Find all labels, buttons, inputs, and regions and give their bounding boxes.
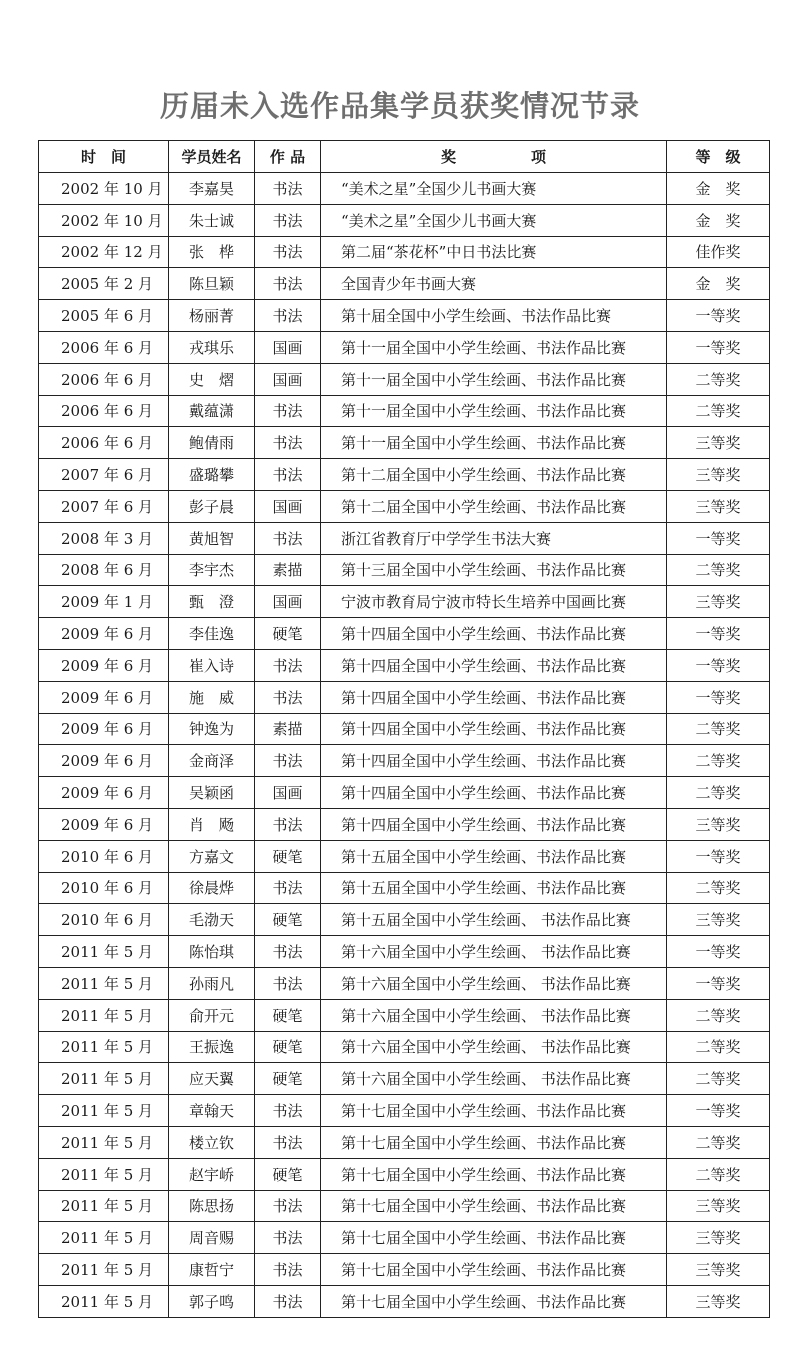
cell-date: 2009 年 6 月	[39, 713, 169, 745]
table-row	[39, 586, 770, 618]
cell-student-name: 徐晨烨	[169, 872, 255, 904]
cell-student-name: 陈旦颖	[169, 268, 255, 300]
cell-date: 2011 年 5 月	[39, 936, 169, 968]
cell-date: 2011 年 5 月	[39, 1158, 169, 1190]
cell-award: “美术之星”全国少儿书画大赛	[321, 173, 667, 205]
cell-date: 2009 年 6 月	[39, 618, 169, 650]
cell-level: 二等奖	[667, 999, 770, 1031]
table-row	[39, 904, 770, 936]
cell-work-type: 书法	[255, 395, 321, 427]
cell-student-name: 张 桦	[169, 236, 255, 268]
cell-award: 第十二届全国中小学生绘画、书法作品比赛	[321, 490, 667, 522]
cell-date: 2011 年 5 月	[39, 1190, 169, 1222]
cell-date: 2006 年 6 月	[39, 395, 169, 427]
cell-level: 一等奖	[667, 967, 770, 999]
cell-work-type: 书法	[255, 1254, 321, 1286]
cell-level: 二等奖	[667, 872, 770, 904]
table-row	[39, 745, 770, 777]
cell-date: 2006 年 6 月	[39, 363, 169, 395]
cell-award: 第十四届全国中小学生绘画、书法作品比赛	[321, 713, 667, 745]
cell-date: 2009 年 6 月	[39, 649, 169, 681]
table-body	[39, 173, 770, 1318]
cell-award: 第十四届全国中小学生绘画、书法作品比赛	[321, 681, 667, 713]
cell-student-name: 肖 飏	[169, 808, 255, 840]
cell-date: 2011 年 5 月	[39, 1095, 169, 1127]
cell-work-type: 书法	[255, 204, 321, 236]
cell-work-type: 国画	[255, 331, 321, 363]
cell-work-type: 书法	[255, 236, 321, 268]
cell-date: 2010 年 6 月	[39, 872, 169, 904]
cell-date: 2008 年 3 月	[39, 522, 169, 554]
cell-level: 一等奖	[667, 331, 770, 363]
cell-level: 三等奖	[667, 1254, 770, 1286]
cell-award: “美术之星”全国少儿书画大赛	[321, 204, 667, 236]
header-award: 奖 项	[321, 141, 667, 173]
cell-award: 第十五届全国中小学生绘画、书法作品比赛	[321, 872, 667, 904]
table-row	[39, 999, 770, 1031]
table-row	[39, 840, 770, 872]
table-row	[39, 1063, 770, 1095]
table-row	[39, 967, 770, 999]
cell-work-type: 素描	[255, 554, 321, 586]
cell-student-name: 毛渤天	[169, 904, 255, 936]
cell-level: 二等奖	[667, 554, 770, 586]
cell-level: 三等奖	[667, 1285, 770, 1317]
cell-award: 第十六届全国中小学生绘画、 书法作品比赛	[321, 1031, 667, 1063]
cell-work-type: 书法	[255, 1222, 321, 1254]
cell-level: 三等奖	[667, 1190, 770, 1222]
cell-date: 2007 年 6 月	[39, 459, 169, 491]
cell-work-type: 硬笔	[255, 618, 321, 650]
cell-date: 2011 年 5 月	[39, 1031, 169, 1063]
cell-work-type: 国画	[255, 490, 321, 522]
cell-award: 第十四届全国中小学生绘画、书法作品比赛	[321, 808, 667, 840]
cell-award: 第二届“茶花杯”中日书法比赛	[321, 236, 667, 268]
cell-student-name: 黄旭智	[169, 522, 255, 554]
cell-date: 2002 年 12 月	[39, 236, 169, 268]
cell-work-type: 硬笔	[255, 840, 321, 872]
table-row	[39, 936, 770, 968]
table-row	[39, 1222, 770, 1254]
cell-level: 一等奖	[667, 681, 770, 713]
cell-award: 第十四届全国中小学生绘画、书法作品比赛	[321, 618, 667, 650]
cell-student-name: 陈思扬	[169, 1190, 255, 1222]
cell-student-name: 陈怡琪	[169, 936, 255, 968]
cell-date: 2011 年 5 月	[39, 1285, 169, 1317]
cell-date: 2011 年 5 月	[39, 1254, 169, 1286]
cell-student-name: 甄 澄	[169, 586, 255, 618]
cell-date: 2011 年 5 月	[39, 967, 169, 999]
cell-student-name: 方嘉文	[169, 840, 255, 872]
table-row	[39, 427, 770, 459]
cell-student-name: 楼立钦	[169, 1126, 255, 1158]
cell-date: 2011 年 5 月	[39, 1126, 169, 1158]
cell-award: 第十六届全国中小学生绘画、 书法作品比赛	[321, 1063, 667, 1095]
cell-award: 第十七届全国中小学生绘画、书法作品比赛	[321, 1190, 667, 1222]
cell-work-type: 书法	[255, 459, 321, 491]
cell-level: 一等奖	[667, 649, 770, 681]
cell-work-type: 素描	[255, 713, 321, 745]
table-row	[39, 872, 770, 904]
cell-work-type: 书法	[255, 173, 321, 205]
cell-level: 金 奖	[667, 173, 770, 205]
table-row	[39, 490, 770, 522]
cell-date: 2006 年 6 月	[39, 331, 169, 363]
cell-level: 三等奖	[667, 1222, 770, 1254]
cell-work-type: 书法	[255, 300, 321, 332]
cell-award: 第十六届全国中小学生绘画、 书法作品比赛	[321, 936, 667, 968]
header-row	[39, 141, 770, 173]
table-row	[39, 522, 770, 554]
cell-work-type: 硬笔	[255, 1158, 321, 1190]
cell-date: 2002 年 10 月	[39, 204, 169, 236]
cell-award: 第十一届全国中小学生绘画、书法作品比赛	[321, 427, 667, 459]
cell-level: 二等奖	[667, 745, 770, 777]
table-row	[39, 618, 770, 650]
table-row	[39, 1126, 770, 1158]
table-row	[39, 204, 770, 236]
cell-level: 一等奖	[667, 936, 770, 968]
cell-student-name: 李宇杰	[169, 554, 255, 586]
cell-work-type: 书法	[255, 745, 321, 777]
table-row	[39, 459, 770, 491]
cell-level: 二等奖	[667, 395, 770, 427]
cell-work-type: 硬笔	[255, 1063, 321, 1095]
cell-date: 2009 年 6 月	[39, 777, 169, 809]
cell-award: 第十七届全国中小学生绘画、书法作品比赛	[321, 1095, 667, 1127]
cell-student-name: 朱士诚	[169, 204, 255, 236]
cell-level: 一等奖	[667, 1095, 770, 1127]
cell-award: 第十七届全国中小学生绘画、书法作品比赛	[321, 1254, 667, 1286]
cell-level: 一等奖	[667, 300, 770, 332]
table-row	[39, 268, 770, 300]
table-row	[39, 300, 770, 332]
cell-student-name: 彭子晨	[169, 490, 255, 522]
cell-level: 二等奖	[667, 777, 770, 809]
cell-student-name: 康哲宁	[169, 1254, 255, 1286]
table-row	[39, 173, 770, 205]
cell-level: 二等奖	[667, 713, 770, 745]
cell-work-type: 书法	[255, 1126, 321, 1158]
cell-level: 二等奖	[667, 1126, 770, 1158]
cell-award: 第十三届全国中小学生绘画、书法作品比赛	[321, 554, 667, 586]
cell-student-name: 孙雨凡	[169, 967, 255, 999]
cell-date: 2011 年 5 月	[39, 1222, 169, 1254]
cell-work-type: 书法	[255, 1095, 321, 1127]
cell-level: 三等奖	[667, 904, 770, 936]
cell-student-name: 李佳逸	[169, 618, 255, 650]
cell-work-type: 书法	[255, 936, 321, 968]
cell-date: 2010 年 6 月	[39, 840, 169, 872]
cell-award: 第十届全国中小学生绘画、书法作品比赛	[321, 300, 667, 332]
cell-award: 第十一届全国中小学生绘画、书法作品比赛	[321, 363, 667, 395]
table-row	[39, 681, 770, 713]
table-row	[39, 1031, 770, 1063]
cell-date: 2009 年 6 月	[39, 681, 169, 713]
cell-student-name: 金商泽	[169, 745, 255, 777]
table-row	[39, 777, 770, 809]
cell-date: 2005 年 6 月	[39, 300, 169, 332]
cell-award: 第十一届全国中小学生绘画、书法作品比赛	[321, 331, 667, 363]
cell-student-name: 赵宇峤	[169, 1158, 255, 1190]
header-date: 时 间	[39, 141, 169, 173]
cell-date: 2011 年 5 月	[39, 1063, 169, 1095]
cell-award: 宁波市教育局宁波市特长生培养中国画比赛	[321, 586, 667, 618]
cell-date: 2002 年 10 月	[39, 173, 169, 205]
cell-award: 第十七届全国中小学生绘画、书法作品比赛	[321, 1222, 667, 1254]
cell-student-name: 李嘉昊	[169, 173, 255, 205]
header-work: 作 品	[255, 141, 321, 173]
cell-date: 2010 年 6 月	[39, 904, 169, 936]
cell-work-type: 书法	[255, 967, 321, 999]
cell-level: 金 奖	[667, 204, 770, 236]
cell-work-type: 硬笔	[255, 1031, 321, 1063]
cell-award: 第十四届全国中小学生绘画、书法作品比赛	[321, 649, 667, 681]
table-row	[39, 1254, 770, 1286]
cell-student-name: 戎琪乐	[169, 331, 255, 363]
cell-level: 二等奖	[667, 363, 770, 395]
cell-level: 三等奖	[667, 459, 770, 491]
cell-student-name: 杨丽菁	[169, 300, 255, 332]
table-header	[39, 141, 770, 173]
header-level: 等 级	[667, 141, 770, 173]
cell-date: 2009 年 6 月	[39, 808, 169, 840]
cell-work-type: 书法	[255, 268, 321, 300]
cell-level: 一等奖	[667, 522, 770, 554]
cell-date: 2011 年 5 月	[39, 999, 169, 1031]
cell-work-type: 硬笔	[255, 904, 321, 936]
cell-award: 全国青少年书画大赛	[321, 268, 667, 300]
cell-award: 第十一届全国中小学生绘画、书法作品比赛	[321, 395, 667, 427]
cell-work-type: 书法	[255, 427, 321, 459]
cell-level: 二等奖	[667, 1031, 770, 1063]
table-row	[39, 808, 770, 840]
cell-date: 2009 年 1 月	[39, 586, 169, 618]
cell-work-type: 书法	[255, 808, 321, 840]
awards-table	[38, 140, 770, 1318]
cell-student-name: 鲍倩雨	[169, 427, 255, 459]
cell-level: 三等奖	[667, 427, 770, 459]
cell-award: 第十二届全国中小学生绘画、书法作品比赛	[321, 459, 667, 491]
cell-level: 三等奖	[667, 808, 770, 840]
cell-date: 2008 年 6 月	[39, 554, 169, 586]
cell-date: 2005 年 2 月	[39, 268, 169, 300]
table-row	[39, 1095, 770, 1127]
cell-work-type: 国画	[255, 363, 321, 395]
page-title: 历届未入选作品集学员获奖情况节录	[159, 89, 640, 123]
table-row	[39, 554, 770, 586]
cell-date: 2009 年 6 月	[39, 745, 169, 777]
cell-student-name: 章翰天	[169, 1095, 255, 1127]
cell-student-name: 施 威	[169, 681, 255, 713]
cell-level: 三等奖	[667, 586, 770, 618]
table-row	[39, 1190, 770, 1222]
cell-award: 第十四届全国中小学生绘画、书法作品比赛	[321, 745, 667, 777]
cell-award: 第十七届全国中小学生绘画、书法作品比赛	[321, 1126, 667, 1158]
cell-work-type: 硬笔	[255, 999, 321, 1031]
cell-level: 金 奖	[667, 268, 770, 300]
table-row	[39, 1285, 770, 1317]
cell-work-type: 国画	[255, 777, 321, 809]
cell-award: 第十四届全国中小学生绘画、书法作品比赛	[321, 777, 667, 809]
cell-work-type: 书法	[255, 1190, 321, 1222]
cell-date: 2007 年 6 月	[39, 490, 169, 522]
cell-award: 第十五届全国中小学生绘画、书法作品比赛	[321, 840, 667, 872]
cell-level: 二等奖	[667, 1158, 770, 1190]
cell-award: 第十六届全国中小学生绘画、 书法作品比赛	[321, 999, 667, 1031]
cell-student-name: 盛璐攀	[169, 459, 255, 491]
cell-student-name: 郭子鸣	[169, 1285, 255, 1317]
cell-student-name: 吴颖函	[169, 777, 255, 809]
table-row	[39, 649, 770, 681]
cell-work-type: 书法	[255, 681, 321, 713]
cell-award: 第十六届全国中小学生绘画、 书法作品比赛	[321, 967, 667, 999]
table-row	[39, 363, 770, 395]
cell-work-type: 书法	[255, 1285, 321, 1317]
cell-work-type: 书法	[255, 872, 321, 904]
cell-level: 佳作奖	[667, 236, 770, 268]
cell-award: 第十七届全国中小学生绘画、书法作品比赛	[321, 1285, 667, 1317]
cell-work-type: 书法	[255, 649, 321, 681]
cell-student-name: 戴蕴潇	[169, 395, 255, 427]
table-row	[39, 331, 770, 363]
cell-award: 浙江省教育厅中学学生书法大赛	[321, 522, 667, 554]
table-row	[39, 395, 770, 427]
cell-work-type: 书法	[255, 522, 321, 554]
cell-level: 三等奖	[667, 490, 770, 522]
table-row	[39, 236, 770, 268]
cell-student-name: 王振逸	[169, 1031, 255, 1063]
cell-student-name: 俞开元	[169, 999, 255, 1031]
cell-level: 二等奖	[667, 1063, 770, 1095]
cell-student-name: 应天翼	[169, 1063, 255, 1095]
cell-date: 2006 年 6 月	[39, 427, 169, 459]
cell-award: 第十五届全国中小学生绘画、 书法作品比赛	[321, 904, 667, 936]
cell-student-name: 史 熠	[169, 363, 255, 395]
cell-award: 第十七届全国中小学生绘画、书法作品比赛	[321, 1158, 667, 1190]
cell-work-type: 国画	[255, 586, 321, 618]
table-row	[39, 713, 770, 745]
cell-student-name: 崔入诗	[169, 649, 255, 681]
header-name: 学员姓名	[169, 141, 255, 173]
table-row	[39, 1158, 770, 1190]
cell-student-name: 钟逸为	[169, 713, 255, 745]
cell-level: 一等奖	[667, 840, 770, 872]
cell-level: 一等奖	[667, 618, 770, 650]
cell-student-name: 周音赐	[169, 1222, 255, 1254]
